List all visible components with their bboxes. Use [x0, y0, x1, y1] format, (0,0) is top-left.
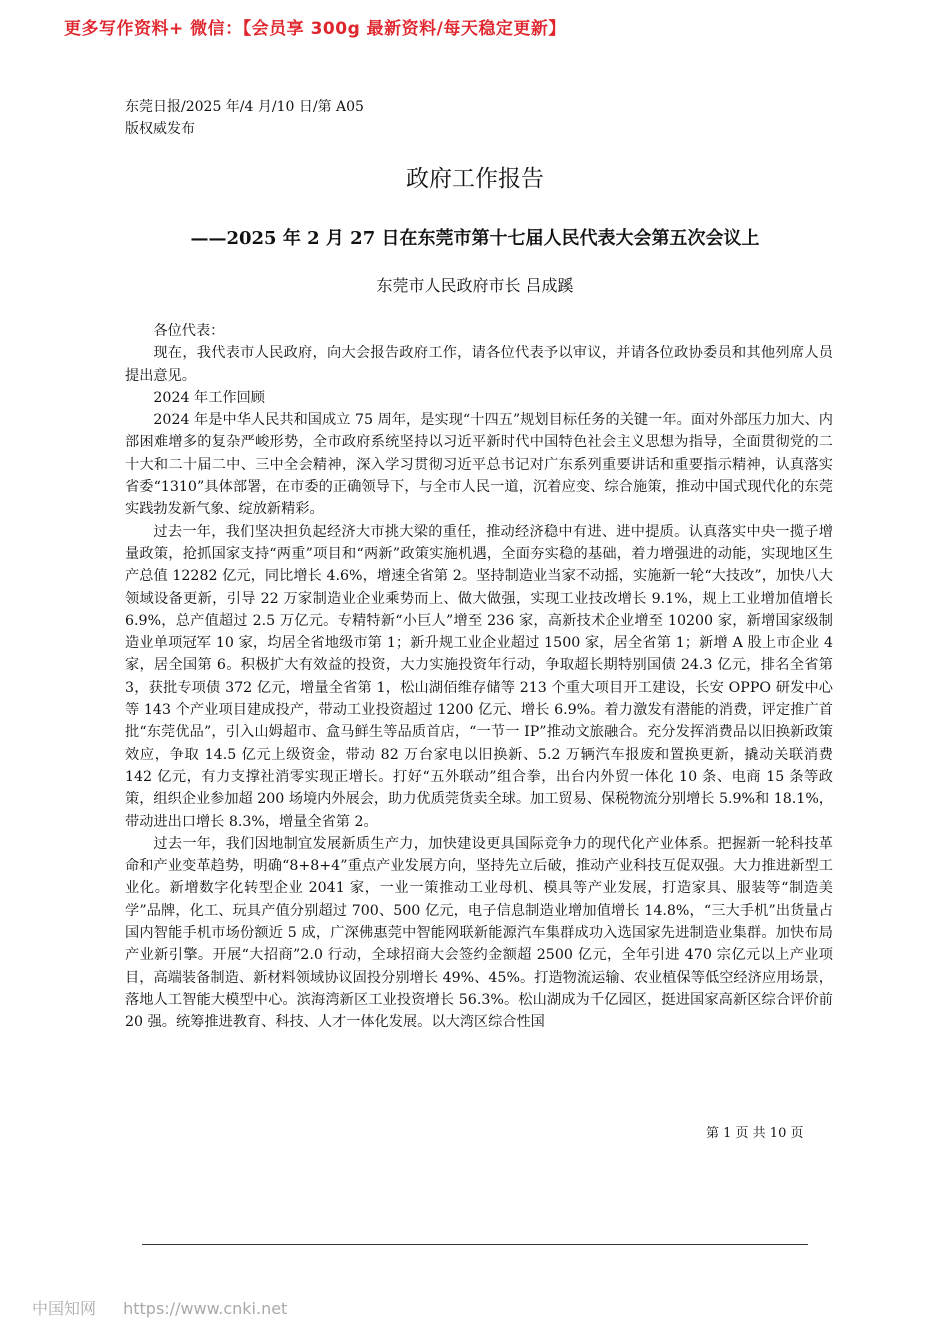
document-subtitle: ——2025 年 2 月 27 日在东莞市第十七届人民代表大会第五次会议上 — [190, 228, 760, 249]
body-paragraph: 2024 年是中华人民共和国成立 75 周年，是实现“十四五”规划目标任务的关键一年。面对外部压力加大、内部困难增多的复杂严峻形势，全市政府系统坚持以习近平新时代中国特色社会主义思想为指导，全面贯彻党的二十大和二十届二中、三中全会精神，深入学习贯彻习近平总书记对广东系列重要讲话和重要指示精神，认真落实省委“1310”具体部署，在市委的正确领导下，与全市人民一道，沉着应变、综合施策，推动中国式现代化的东莞实践勃发新气象、绽放新精彩。 — [125, 412, 833, 518]
site-name: 中国知网 — [32, 1299, 97, 1318]
site-url[interactable]: https://www.cnki.net — [123, 1299, 288, 1318]
body-paragraph: 过去一年，我们坚决担负起经济大市挑大梁的重任，推动经济稳中有进、进中提质。认真落实中央一揽子增量政策，抢抓国家支持“两重”项目和“两新”政策实施机遇，全面夯实稳的基础，着力增强进的动能，实现地区生产总值 12282 亿元，同比增长 4.6%，增速全省第 2。坚持制造业当家不动摇，实施新一轮“大技改”，加快八大领域设备更新，引导 22 万家制造业企业乘势而上、做大做强，实现工业技改增长 9.1%，规上工业增加值增长 6.9%，总产值超过 2.5 万亿元。专精特新“小巨人”增至 236 家，高新技术企业增至 10200 家，新增国家级制造业单项冠军 10 家，均居全省地级市第 1；新升规工业企业超过 1500 家，居全省第 1；新增 A 股上市企业 4 家，居全国第 6。积极扩大有效益的投资，大力实施投资年行动，争取超长期特别国债 24.3 亿元，排名全省第 3，获批专项债 372 亿元，增量全省第 1，松山湖佰维存储等 213 个重大项目开工建设，长安 OPPO 研发中心等 143 个产业项目建成投产，带动工业投资超过 1200 亿元、增长 6.9%。着力激发有潜能的消费，评定推广首批“东莞优品”，引入山姆超市、盒马鲜生等品质首店，“一节一 IP”推动文旅融合。充分发挥消费品以旧换新政策效应，争取 14.5 亿元上级资金，带动 82 万台家电以旧换新、5.2 万辆汽车报废和置换更新，撬动关联消费 142 亿元，有力支撑社消零实现正增长。打好“五外联动”组合拳，出台内外贸一体化 10 条、电商 15 条等政策，组织企业参加超 200 场境内外展会，助力优质莞货卖全球。加工贸易、保税物流分别增长 5.9%和 18.1%，带动进出口增长 8.3%，增量全省第 2。 — [125, 523, 833, 830]
section-heading: 2024 年工作回顾 — [153, 389, 265, 406]
source-line-1: 东莞日报/2025 年/4 月/10 日/第 A05 — [125, 99, 364, 115]
promo-banner: 更多写作资料+ 微信：【会员享 300g 最新资料/每天稳定更新】 — [64, 19, 566, 39]
document-author: 东莞市人民政府市长 吕成蹊 — [376, 276, 574, 295]
page-number: 第 1 页 共 10 页 — [706, 1126, 804, 1141]
source-line-2: 版权威发布 — [125, 121, 195, 137]
body-paragraph: 过去一年，我们因地制宜发展新质生产力，加快建设更具国际竞争力的现代化产业体系。把握新一轮科技革命和产业变革趋势，明确“8+8+4”重点产业发展方向，坚持先立后破，推动产业科技互促双强。大力推进新型工业化。新增数字化转型企业 2041 家，一业一策推动工业母机、模具等产业发展，打造家具、服装等“制造美学”品牌，化工、玩具产值分别超过 700、500 亿元，电子信息制造业增加值增长 14.8%，“三大手机”出货量占国内智能手机市场份额近 5 成，广深佛惠莞中智能网联新能源汽车集群成功入选国家先进制造业集群。加快布局产业新引擎。开展“大招商”2.0 行动，全球招商大会签约金额超 2500 亿元，全年引进 470 宗亿元以上产业项目，高端装备制造、新材料领域协议固投分别增长 49%、45%。打造物流运输、农业植保等低空经济应用场景，落地人工智能大模型中心。滨海湾新区工业投资增长 56.3%。松山湖成为千亿园区，挺进国家高新区综合评价前 20 强。统筹推进教育、科技、人才一体化发展。以大湾区综合性国 — [125, 835, 833, 1031]
document-body — [125, 320, 833, 1034]
salutation: 各位代表： — [153, 323, 225, 339]
body-paragraph: 现在，我代表市人民政府，向大会报告政府工作，请各位代表予以审议，并请各位政协委员和其他列席人员提出意见。 — [125, 345, 833, 384]
document-title: 政府工作报告 — [406, 166, 544, 192]
footer-watermark — [32, 1296, 287, 1319]
source-info — [125, 96, 364, 140]
footer-divider — [142, 1244, 808, 1245]
